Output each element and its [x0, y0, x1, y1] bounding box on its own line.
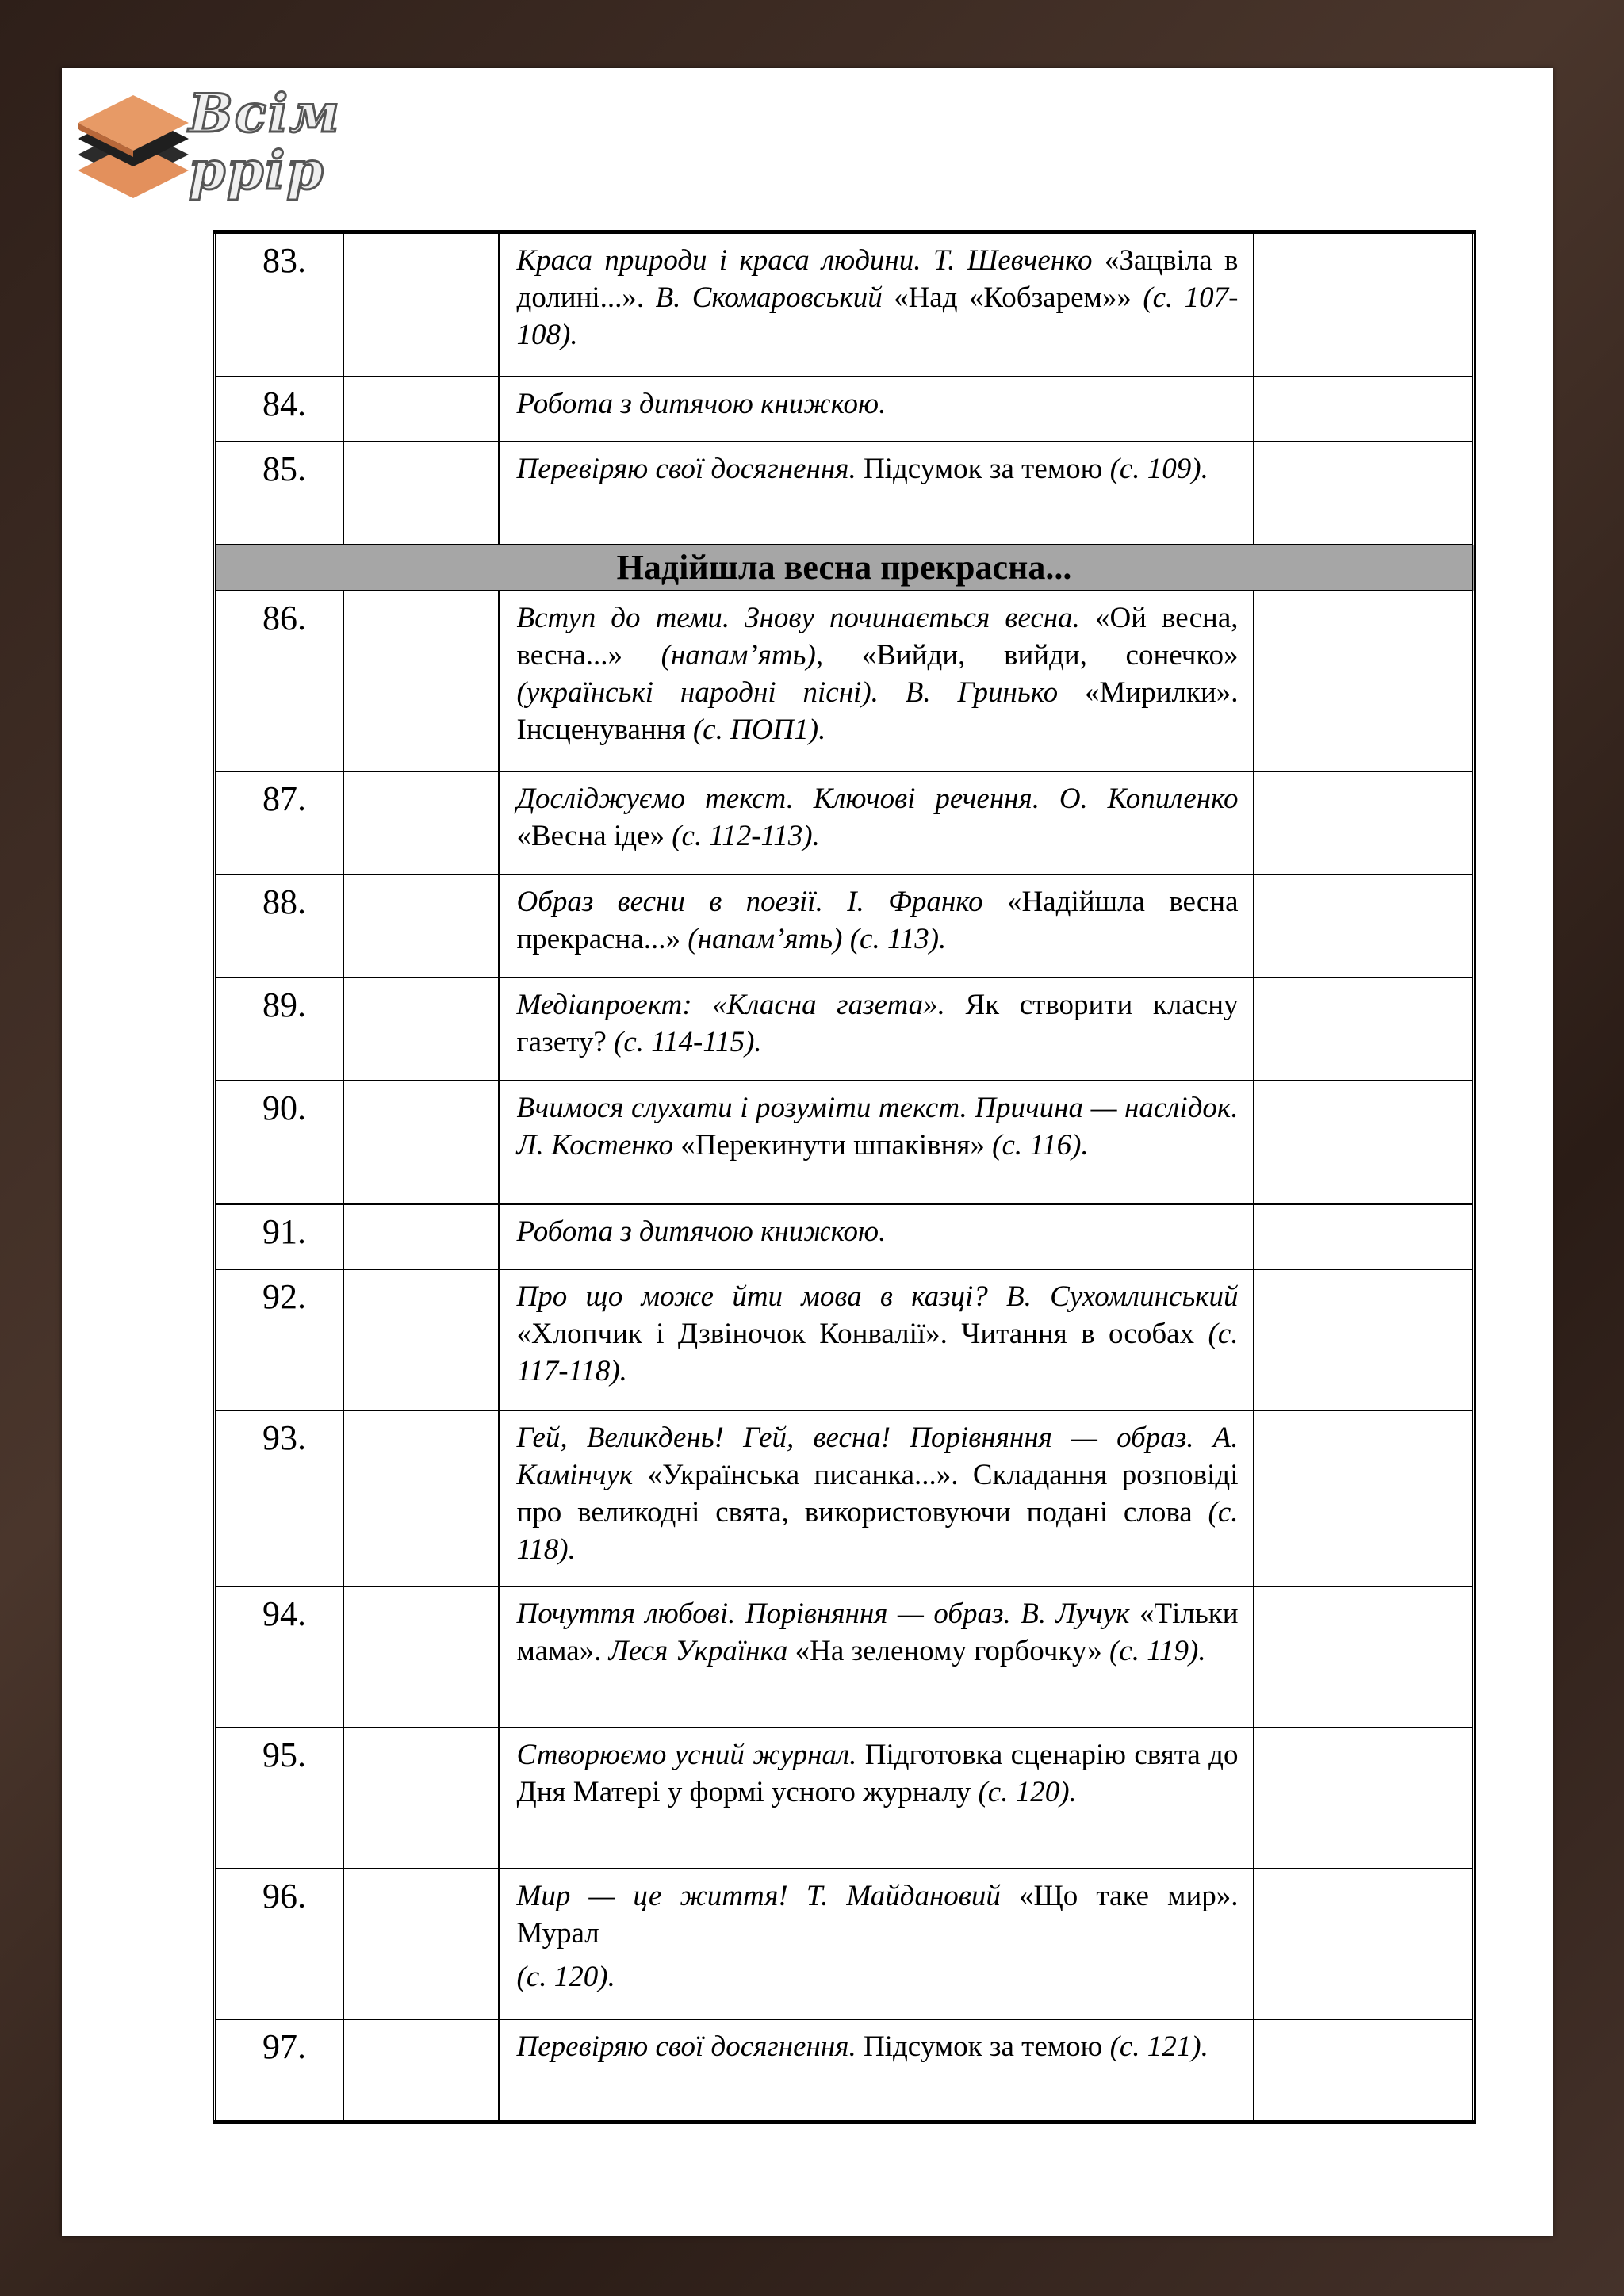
notes-cell: [1254, 1586, 1474, 1728]
lesson-number: 88.: [215, 874, 343, 978]
notes-cell: [1254, 2019, 1474, 2122]
lesson-topic: [499, 591, 1254, 771]
topic-text-part: (с. 120).: [516, 1960, 615, 1993]
topic-text-part: Мир — це життя! Т. Майдановий: [516, 1879, 1019, 1912]
topic-text-part: «Ой весна, весна...»: [516, 601, 1239, 672]
table-row: [215, 1204, 1474, 1269]
topic-text-part: (с. ПОП1).: [692, 713, 826, 746]
topic-text-part: «Надійшла весна прекрасна...»: [516, 885, 1239, 955]
topic-text-part: Підсумок за темою: [863, 452, 1110, 485]
table-row: [215, 1728, 1474, 1869]
topic-text-part: Гей, Великдень! Гей, весна! Порівняння — образ. А. Камінчук: [516, 1421, 1239, 1491]
topic-text-part: В. Скомаровський: [655, 281, 894, 314]
table-row: [215, 978, 1474, 1081]
topic-text-part: «На зеленому горбочку»: [795, 1634, 1110, 1667]
notes-cell: [1254, 232, 1474, 377]
notes-cell: [1254, 1269, 1474, 1410]
notes-cell: [1254, 442, 1474, 545]
topic-text-part: «Українська писанка...». Складання розповіді про великодні свята, використовуючи подані слова: [516, 1458, 1239, 1529]
date-cell: [343, 1204, 499, 1269]
table-row: [215, 1586, 1474, 1728]
date-cell: [343, 2019, 499, 2122]
topic-text-part: Як створити класну газету?: [516, 988, 1239, 1058]
date-cell: [343, 978, 499, 1081]
notes-cell: [1254, 874, 1474, 978]
stacked-books-icon: [70, 79, 205, 214]
topic-text-part: «Над «Кобзарем»»: [894, 281, 1143, 314]
table-row: [215, 232, 1474, 377]
topic-text-part: (українські народні пісні). В. Гринько: [516, 675, 1085, 709]
notes-cell: [1254, 1728, 1474, 1869]
lesson-number: 94.: [215, 1586, 343, 1728]
notes-cell: [1254, 591, 1474, 771]
notes-cell: [1254, 1204, 1474, 1269]
logo-word-1: Всім: [189, 82, 341, 144]
date-cell: [343, 1410, 499, 1586]
date-cell: [343, 1728, 499, 1869]
lesson-number: 83.: [215, 232, 343, 377]
topic-text-part: (с. 121).: [1109, 2030, 1208, 2063]
lesson-number: 92.: [215, 1269, 343, 1410]
topic-text-part: (с. 107- 108).: [516, 281, 1239, 351]
table-row: [215, 874, 1474, 978]
topic-text-part: «Перекинути шпаківня»: [680, 1128, 993, 1161]
lesson-number: 97.: [215, 2019, 343, 2122]
table-row: [215, 1269, 1474, 1410]
notes-cell: [1254, 1081, 1474, 1204]
lesson-plan-table: [213, 230, 1476, 2124]
table-row: [215, 442, 1474, 545]
date-cell: [343, 232, 499, 377]
topic-text-part: Вчимося слухати і розуміти текст. Причина — наслідок. Л. Костенко: [516, 1091, 1239, 1161]
date-cell: [343, 1269, 499, 1410]
lesson-topic: [499, 2019, 1254, 2122]
topic-text-part: Про що може йти мова в казці? В. Сухомлинський: [516, 1280, 1239, 1313]
lesson-number: 87.: [215, 771, 343, 874]
date-cell: [343, 771, 499, 874]
topic-text-part: Підготовка сценарію свята до Дня Матері у формі усного журналу: [516, 1738, 1239, 1808]
topic-text-part: (с. 118).: [516, 1495, 1239, 1566]
table-row: [215, 1081, 1474, 1204]
topic-text-part: (с. 109).: [1109, 452, 1208, 485]
topic-text-part: Робота з дитячою книжкою.: [516, 1215, 887, 1248]
topic-text-part: (с. 120).: [978, 1775, 1077, 1808]
topic-text-part: «Хлопчик і Дзвіночок Конвалії». Читання в особах: [516, 1317, 1208, 1350]
topic-text-part: (с. 116).: [992, 1128, 1089, 1161]
topic-text-part: (с. 117-118).: [516, 1317, 1239, 1387]
section-title: Надійшла весна прекрасна...: [215, 545, 1474, 591]
lesson-number: 93.: [215, 1410, 343, 1586]
date-cell: [343, 874, 499, 978]
lesson-topic: [499, 771, 1254, 874]
lesson-topic: [499, 874, 1254, 978]
topic-text-part: (с. 119).: [1109, 1634, 1206, 1667]
date-cell: [343, 442, 499, 545]
date-cell: [343, 591, 499, 771]
notes-cell: [1254, 978, 1474, 1081]
notes-cell: [1254, 1410, 1474, 1586]
topic-text-part: Створюємо усний журнал.: [516, 1738, 865, 1771]
topic-text-part: «Тільки мама».: [516, 1597, 1239, 1667]
topic-text-part: (напам’ять) (с. 113).: [688, 922, 947, 955]
notes-cell: [1254, 377, 1474, 442]
notes-cell: [1254, 771, 1474, 874]
lesson-topic: [499, 1081, 1254, 1204]
date-cell: [343, 377, 499, 442]
date-cell: [343, 1081, 499, 1204]
lesson-number: 91.: [215, 1204, 343, 1269]
table-row: [215, 1410, 1474, 1586]
date-cell: [343, 1869, 499, 2019]
lesson-topic: [499, 232, 1254, 377]
topic-text-part: (напам’ять),: [661, 638, 862, 672]
date-cell: [343, 1586, 499, 1728]
lesson-topic: [499, 1869, 1254, 2019]
table-row: [215, 591, 1474, 771]
site-logo: [70, 79, 341, 214]
lesson-topic: [499, 442, 1254, 545]
lesson-number: 85.: [215, 442, 343, 545]
lesson-number: 95.: [215, 1728, 343, 1869]
lesson-topic: [499, 978, 1254, 1081]
lesson-number: 89.: [215, 978, 343, 1081]
table-row: [215, 771, 1474, 874]
topic-text-part: Перевіряю свої досягнення.: [516, 452, 864, 485]
table-row: [215, 2019, 1474, 2122]
topic-text-part: (с. 112-113).: [672, 819, 820, 852]
lesson-topic: [499, 377, 1254, 442]
topic-text-part: Почуття любові. Порівняння — образ. В. Лучук: [516, 1597, 1139, 1630]
table-row: [215, 1869, 1474, 2019]
topic-text-part: Краса природи і краса людини. Т. Шевченко: [516, 244, 1105, 277]
topic-text-part: «Що таке мир». Мурал: [516, 1879, 1239, 1950]
topic-text-part: Вступ до теми. Знову починається весна.: [516, 601, 1095, 634]
lesson-topic: [499, 1586, 1254, 1728]
lesson-number: 86.: [215, 591, 343, 771]
lesson-topic: [499, 1410, 1254, 1586]
table-row: [215, 377, 1474, 442]
lesson-topic: [499, 1269, 1254, 1410]
topic-text-part: Леся Українка: [608, 1634, 795, 1667]
topic-text-part: Підсумок за темою: [863, 2030, 1110, 2063]
topic-text-part: «Вийди, вийди, сонечко»: [861, 638, 1239, 672]
topic-text-part: Робота з дитячою книжкою.: [516, 387, 887, 420]
topic-text-part: «Мирилки». Інсценування: [516, 675, 1239, 746]
topic-text-part: Досліджуємо текст. Ключові речення. О. Копиленко: [516, 782, 1239, 815]
topic-text-part: «Весна іде»: [516, 819, 672, 852]
lesson-number: 96.: [215, 1869, 343, 2019]
topic-text-part: Медіапроект: «Класна газета».: [516, 988, 966, 1021]
topic-text-part: (с. 114-115).: [614, 1025, 762, 1058]
lesson-topic: [499, 1728, 1254, 1869]
lesson-topic: [499, 1204, 1254, 1269]
section-header-row: [215, 545, 1474, 591]
lesson-number: 90.: [215, 1081, 343, 1204]
topic-text-part: «Зацвіла в долині...».: [516, 244, 1239, 314]
logo-word-2: ppip: [189, 140, 325, 201]
topic-text-part: Образ весни в поезії. І. Франко: [516, 885, 1007, 918]
topic-text-part: Перевіряю свої досягнення.: [516, 2030, 864, 2063]
lesson-number: 84.: [215, 377, 343, 442]
notes-cell: [1254, 1869, 1474, 2019]
